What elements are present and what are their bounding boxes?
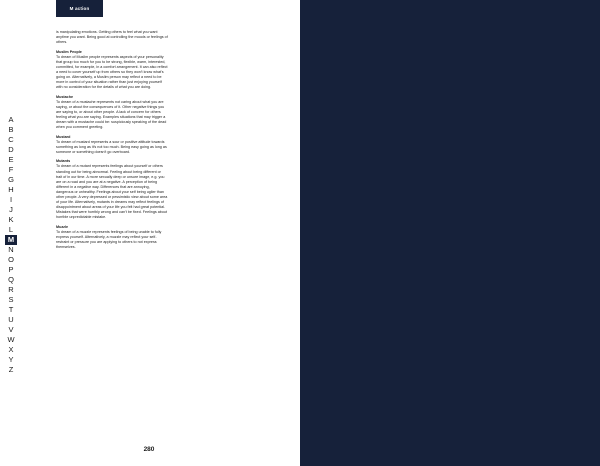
index-letter-w[interactable]: W [7,335,15,344]
dictionary-entry [56,95,168,130]
entry-title: Mustache [56,94,74,99]
entry-list [56,50,168,250]
dictionary-entry [56,159,168,220]
entry-title: Mutants [56,159,71,164]
index-letter-i[interactable]: I [9,195,13,204]
index-letter-l[interactable]: L [8,225,14,234]
index-letter-d[interactable]: D [8,145,14,154]
alphabet-index [5,115,17,375]
entry-body: To dream of Muslim people represents aspects of your personality that group too much for you to be strong, flexible, warm, interested, committed, for example, in a comfort arrangement. It can also reflect a need to cover yourself up from others so they won't know what's going on. Alternatively, a Muslim person may reflect a need to be more in control of your situation rather than just enjoying yourself with no consideration for the details of what you are doing. [56,54,168,90]
index-letter-x[interactable]: X [8,345,14,354]
index-letter-f[interactable]: F [8,165,14,174]
page-number: 280 [143,446,155,453]
index-letter-k[interactable]: K [8,215,14,224]
index-letter-n[interactable]: N [8,245,14,254]
dictionary-entry [56,225,168,250]
index-letter-a[interactable]: A [8,115,14,124]
entry-body: To dream of a mutant represents feelings about yourself or others standing out for being abnormal. Feeling about being different or trait of in our time. A more sexually deep or unsure image, e.g. you are on a road and you are at a negative. A perception of being different in a negative way. Differences that are annoying, dangerous or unhealthy. Feelings about your self being uglier than other people. A very depressed or pessimistic view about some area of your life. Alternatively, mutants in dreams may reflect feelings of disappointment about areas of your life you felt had great potential. Mistakes that were horribly wrong and can't be fixed. Feelings about horrible unpredictable mistake. [56,164,168,219]
index-letter-q[interactable]: Q [8,275,14,284]
index-letter-p[interactable]: P [8,265,14,274]
entry-title: Muzzle [56,224,69,229]
entry-body: To dream of a muzzle represents feelings of being unable to fully express yourself. Alternatively, a muzzle may reflect your self-restraint or pressure you are applying to others to not express themselves. [56,229,162,249]
index-letter-j[interactable]: J [9,205,13,214]
entry-title: Muslim People [56,49,82,54]
index-letter-m[interactable]: M [5,235,17,245]
entry-body: To dream of mustard represents a sour or positive attitude towards something as long as it's not too much. Being easy going as long as someone or something doesn't go overboard. [56,139,167,154]
index-letter-y[interactable]: Y [8,355,14,364]
dictionary-content [56,30,168,250]
index-letter-r[interactable]: R [8,285,14,294]
right-page-background [300,0,600,466]
index-letter-t[interactable]: T [8,305,14,314]
index-letter-v[interactable]: V [8,325,14,334]
entry-body: To dream of a mustache represents not caring about what you are saying, or about the consequences of it. Other negative things you are saying to, or about other people. A lack of concern for others feeling what you are saying. Examples situations that may trigger a dream with a mustache could be: suspiciously speaking of the dead when you comment greeting. [56,99,167,129]
index-letter-u[interactable]: U [8,315,14,324]
index-letter-c[interactable]: C [8,135,14,144]
index-letter-z[interactable]: Z [8,365,14,374]
index-letter-h[interactable]: H [8,185,14,194]
dictionary-entry [56,50,168,90]
intro-paragraph: is manipulating emotions. Getting others to feel what you want anytime you want. Being good at controlling the moods or feelings of others. [56,30,168,45]
index-letter-b[interactable]: B [8,125,14,134]
dictionary-entry [56,135,168,155]
index-letter-o[interactable]: O [8,255,14,264]
index-letter-g[interactable]: G [8,175,14,184]
section-header-tab: M action [56,0,103,17]
entry-title: Mustard [56,134,71,139]
index-letter-s[interactable]: S [8,295,14,304]
index-letter-e[interactable]: E [8,155,14,164]
